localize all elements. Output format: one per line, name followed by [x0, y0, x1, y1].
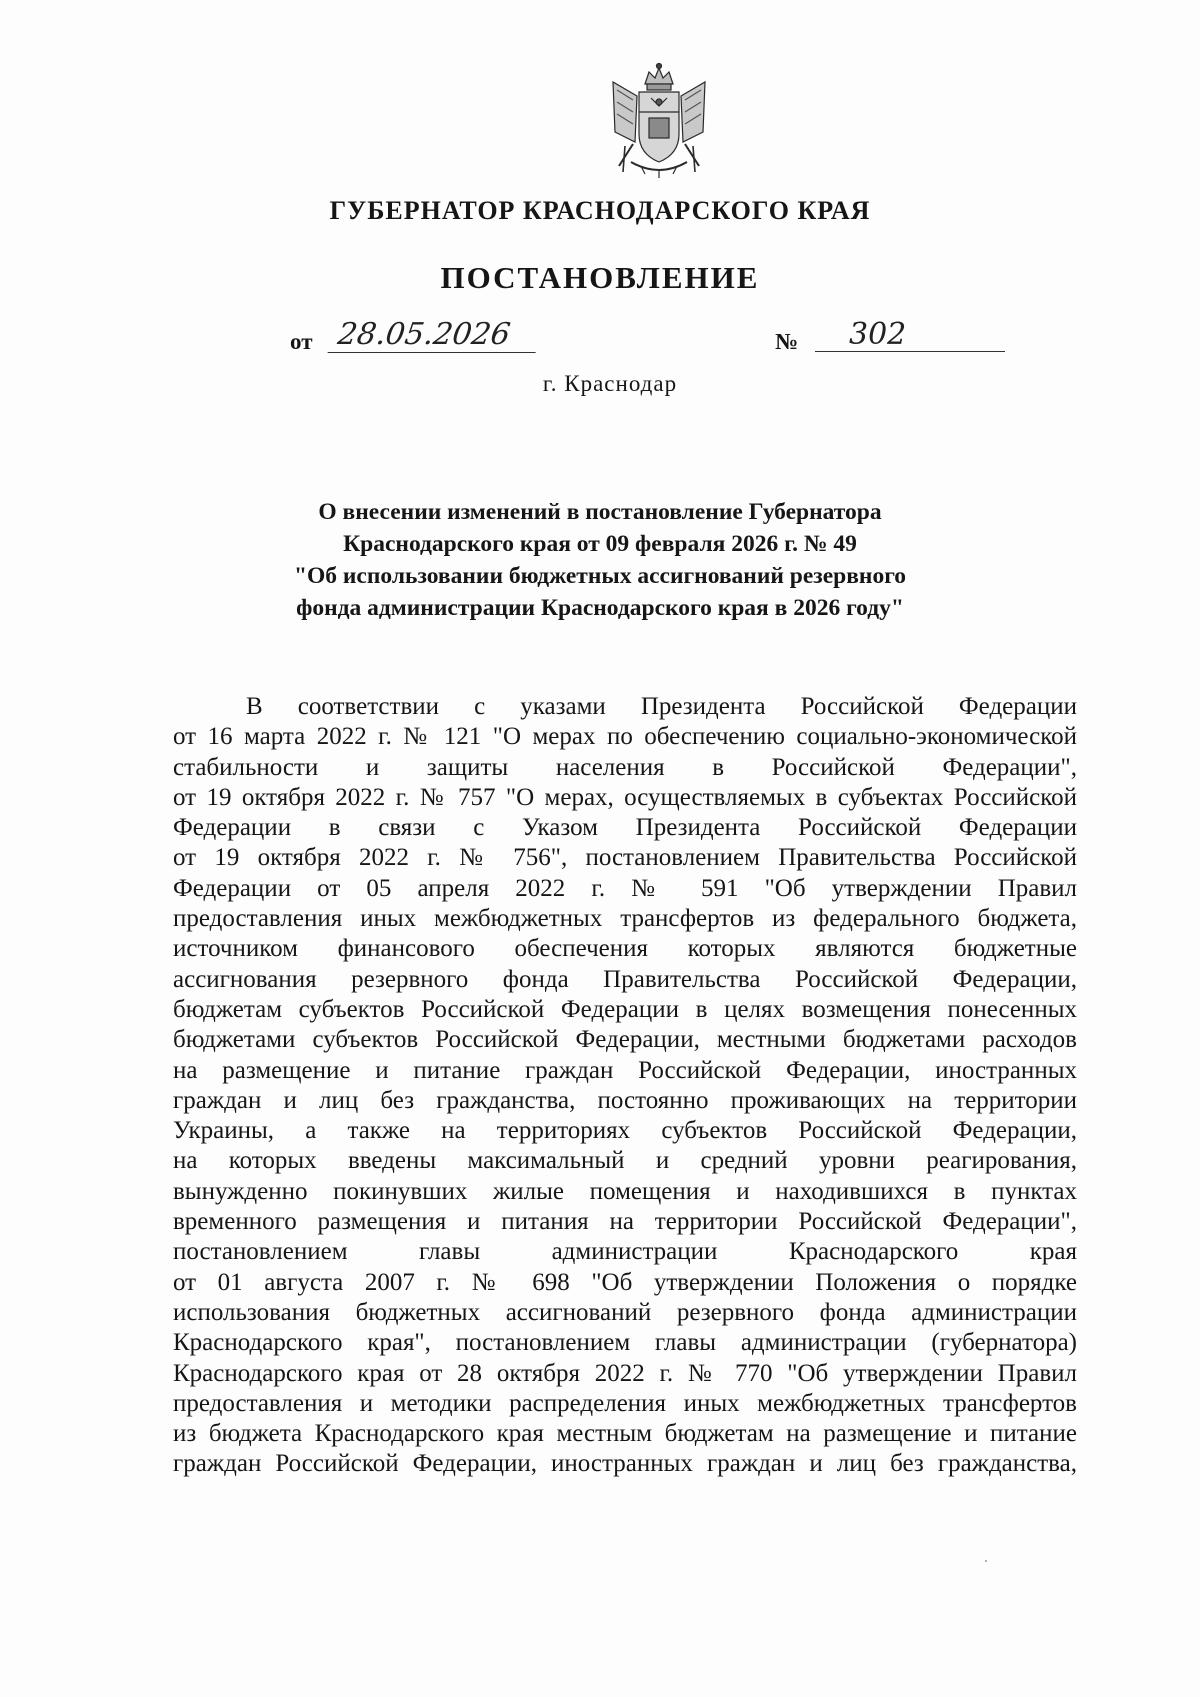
document-type-title: ПОСТАНОВЛЕНИЕ	[440, 260, 760, 295]
body-line: Краснодарского края", постановлением главы администрации (губернатора)	[173, 1329, 1077, 1357]
subject-line: фонда администрации Краснодарского края в 2026 году"	[296, 595, 904, 621]
body-line: временного размещения и питания на территории Российской Федерации",	[173, 1208, 1077, 1236]
body-line: от 19 октября 2022 г. № 756", постановлением Правительства Российской	[173, 844, 1077, 872]
body-paragraph	[173, 692, 1077, 1480]
body-line: из бюджета Краснодарского края местным бюджетам на размещение и питание	[173, 1420, 1077, 1448]
body-line: предоставления иных межбюджетных трансфертов из федерального бюджета,	[173, 905, 1077, 933]
body-line: Краснодарского края от 28 октября 2022 г. № 770 "Об утверждении Правил	[173, 1359, 1077, 1387]
coat-of-arms-emblem	[605, 62, 713, 178]
body-line: на размещение и питание граждан Российской Федерации, иностранных	[173, 1056, 1077, 1084]
body-line: предоставления и методики распределения иных межбюджетных трансфертов	[173, 1389, 1077, 1417]
body-line: стабильности и защиты населения в Российской Федерации",	[173, 753, 1077, 781]
body-line: бюджетам субъектов Российской Федерации в целях возмещения понесенных	[173, 995, 1077, 1023]
body-line: граждан и лиц без гражданства, постоянно проживающих на территории	[173, 1086, 1077, 1114]
governor-title: ГУБЕРНАТОР КРАСНОДАРСКОГО КРАЯ	[329, 196, 871, 225]
body-line: использования бюджетных ассигнований резервного фонда администрации	[173, 1298, 1077, 1326]
number-value: 302	[815, 318, 1005, 352]
body-line: на которых введены максимальный и средний уровни реагирования,	[173, 1147, 1077, 1175]
body-line: Федерации в связи с Указом Президента Российской Федерации	[173, 814, 1077, 842]
number-label: №	[775, 329, 799, 354]
date-label: от	[290, 329, 313, 354]
city-line: г. Краснодар	[542, 371, 678, 396]
body-line: от 16 марта 2022 г. № 121 "О мерах по обеспечению социально-экономической	[173, 723, 1077, 751]
body-line: бюджетами субъектов Российской Федерации, местными бюджетами расходов	[173, 1026, 1077, 1054]
subject-line: О внесении изменений в постановление Губернатора	[318, 499, 882, 525]
body-line: граждан Российской Федерации, иностранных граждан и лиц без гражданства,	[173, 1450, 1077, 1478]
date-value: 28.05.2026	[328, 318, 541, 353]
body-line: В соответствии с указами Президента Российской Федерации	[246, 693, 1077, 720]
coat-of-arms-icon	[605, 62, 713, 178]
date-number-line	[290, 318, 930, 362]
document-subject	[280, 496, 920, 624]
body-line: Украины, а также на территориях субъектов Российской Федерации,	[173, 1117, 1077, 1145]
body-line: вынужденно покинувших жилые помещения и находившихся в пунктах	[173, 1177, 1077, 1205]
body-line: источником финансового обеспечения которых являются бюджетные	[173, 935, 1077, 963]
body-line: Федерации от 05 апреля 2022 г. № 591 "Об утверждении Правил	[173, 874, 1077, 902]
subject-line: Краснодарского края от 09 февраля 2026 г. № 49	[343, 531, 857, 557]
body-line: от 01 августа 2007 г. № 698 "Об утверждении Положения о порядке	[173, 1268, 1077, 1296]
body-line: ассигнования резервного фонда Правительства Российской Федерации,	[173, 965, 1077, 993]
body-line: постановлением главы администрации Краснодарского края	[173, 1238, 1077, 1266]
body-line: от 19 октября 2022 г. № 757 "О мерах, осуществляемых в субъектах Российской	[173, 783, 1077, 811]
scan-artifact	[985, 1560, 987, 1562]
subject-line: "Об использовании бюджетных ассигнований резервного	[293, 563, 907, 589]
